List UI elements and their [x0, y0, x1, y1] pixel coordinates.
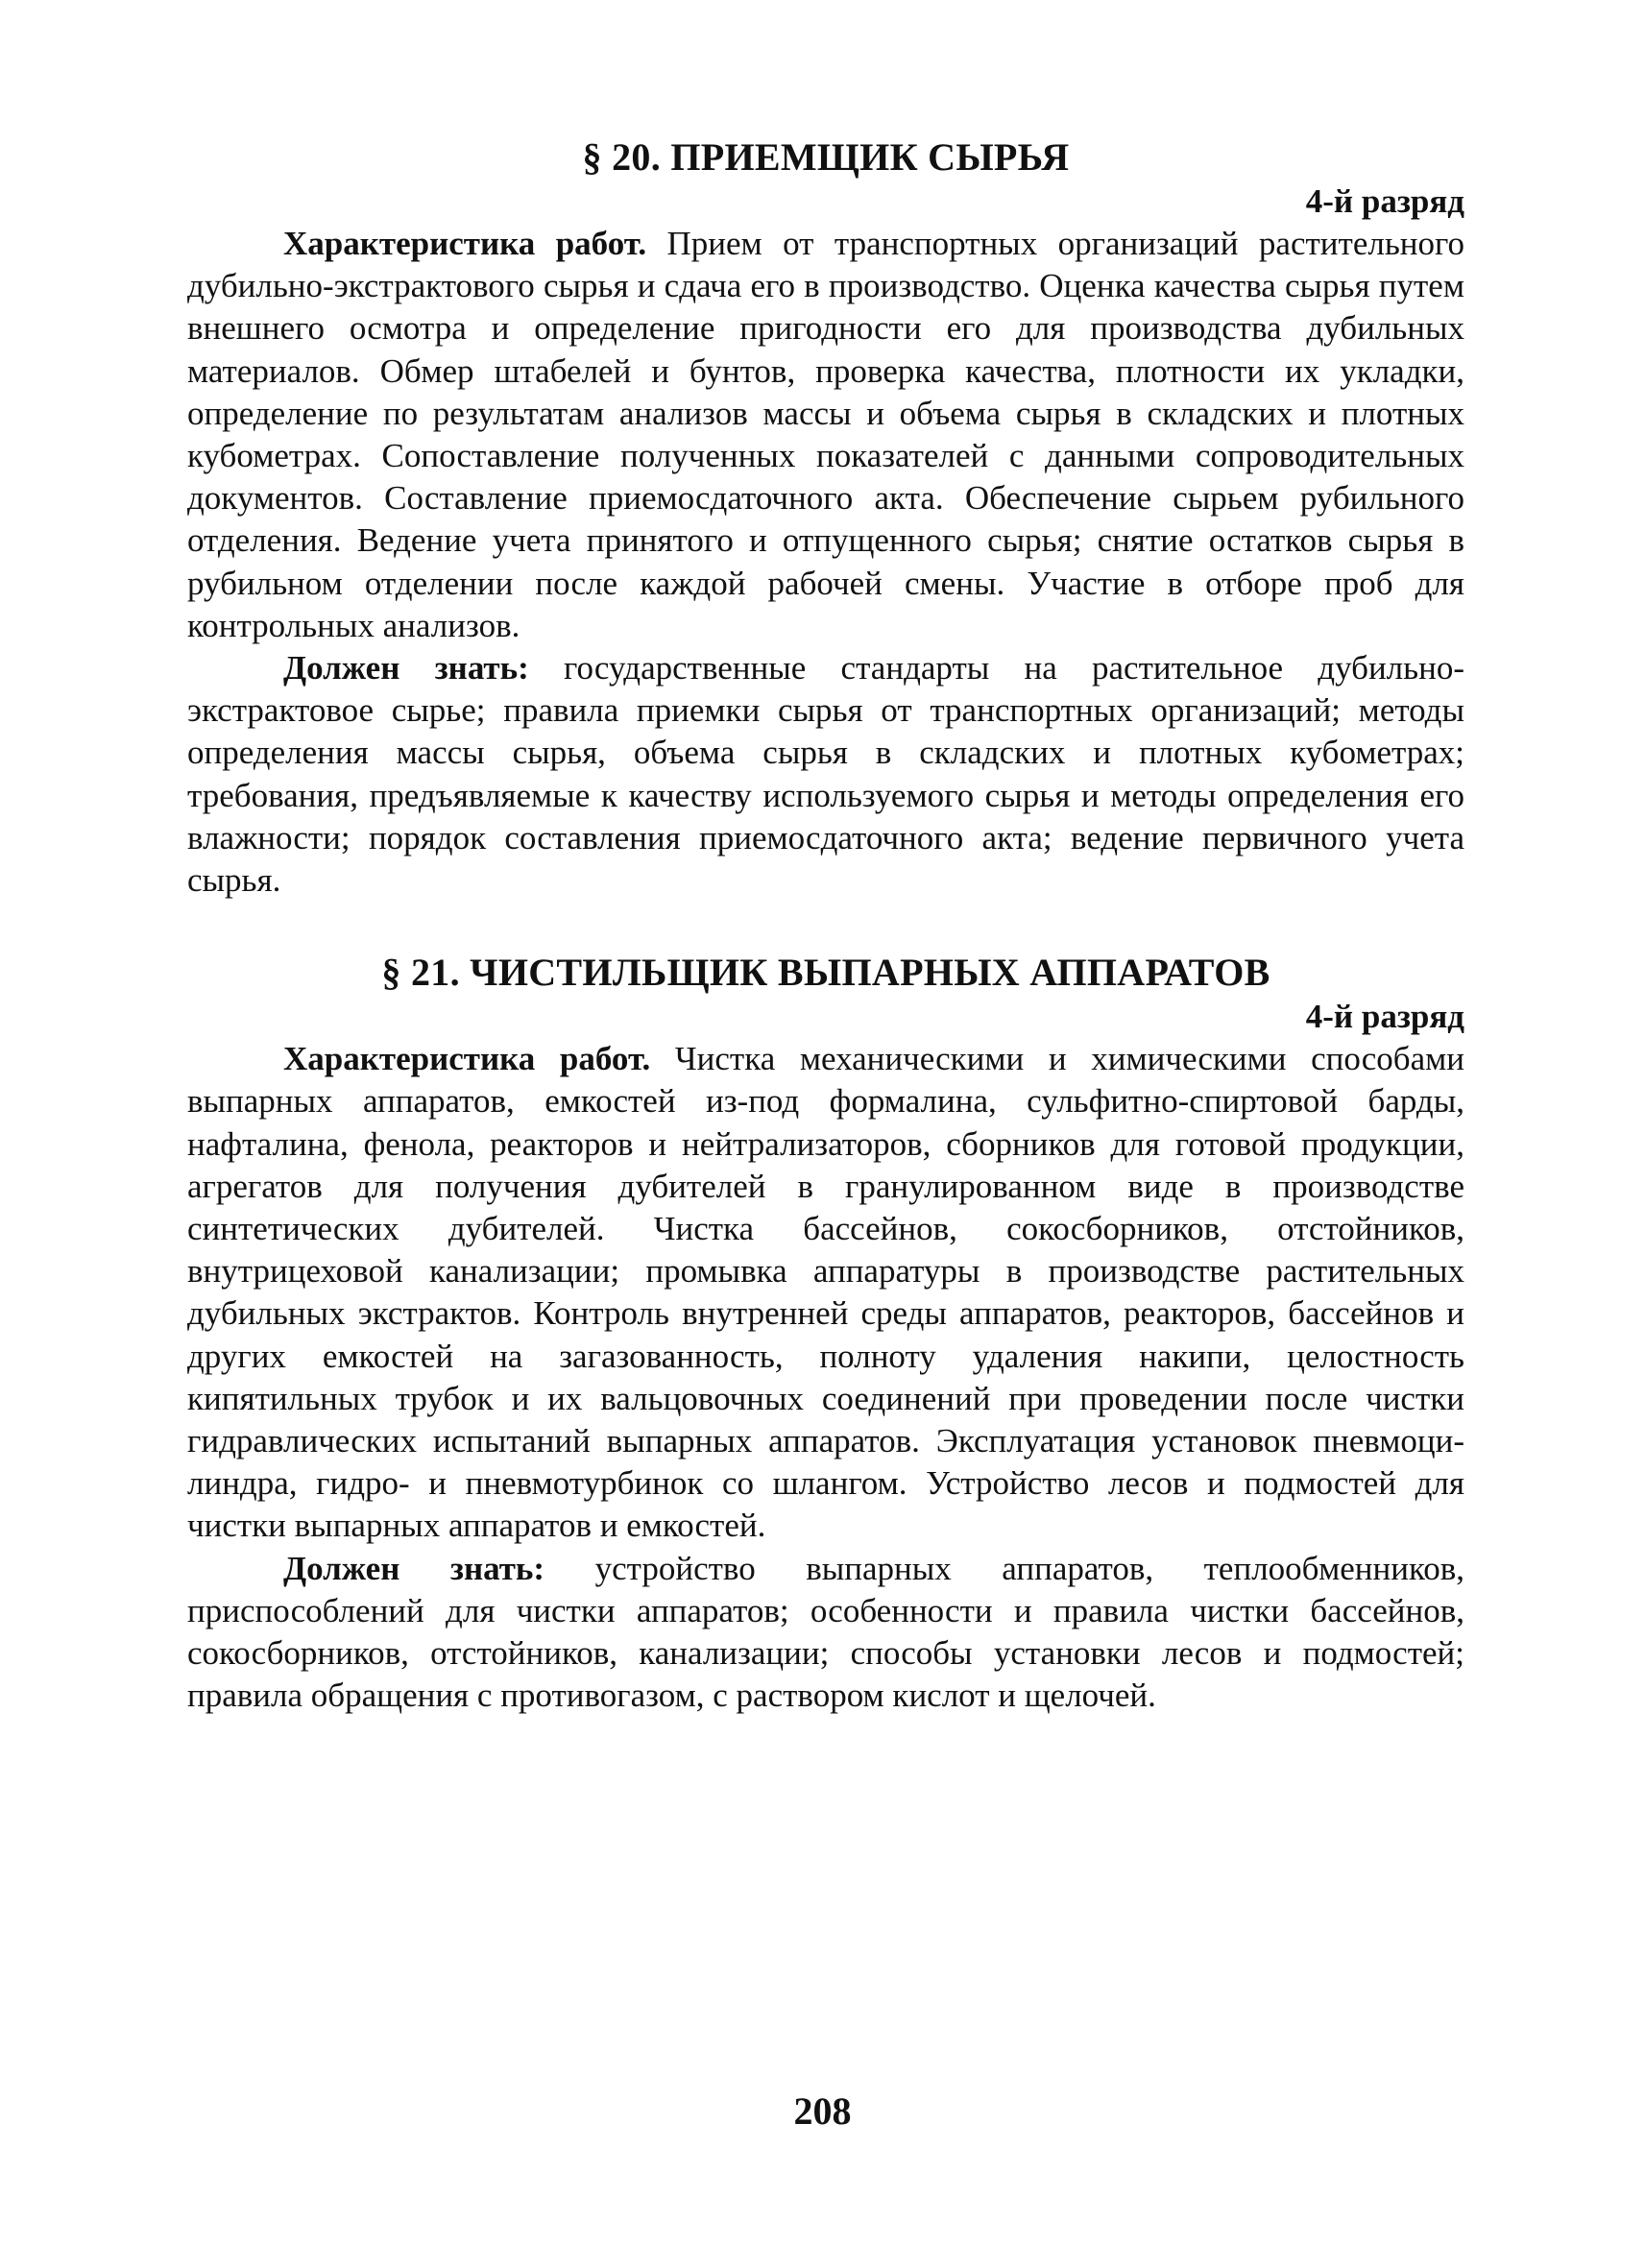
- work-description-label: Характеристика работ.: [283, 225, 647, 262]
- section-21: [187, 950, 1464, 1717]
- required-knowledge: [187, 647, 1464, 902]
- section-20: [187, 134, 1464, 902]
- grade-label: 4-й разряд: [1305, 998, 1464, 1036]
- work-description-text: Чистка механическими и химическими способами выпарных аппаратов, емкостей из-под формалина, сульфитно-спиртовой барды, нафталина, фенола, реакторов и нейтрализаторов, сборников для готовой продукции, агрегатов для получения дубителей в гранулированном виде в производстве синтетических дубителей. Чистка бассейнов, сокосборников, отстойников, внутрицеховой канализации; промывка аппаратуры в производстве растительных дубильных экстрактов. Контроль внутренней среды аппаратов, реакторов, бассейнов и других емкостей на загазованность, полноту удаления накипи, целостность кипятильных трубок и их вальцовочных соединений при проведении после чистки гидравлических испытаний выпарных аппаратов. Эксплуатация установок пневмоцилиндра, гидро- и пневмотурбинок со шлангом. Устройство лесов и подмостей для чистки выпарных аппаратов и емкостей.: [187, 1040, 1465, 1545]
- section-title: § 21. ЧИСТИЛЬЩИК ВЫПАРНЫХ АППАРАТОВ: [381, 951, 1270, 995]
- grade-label: 4-й разряд: [1305, 182, 1464, 220]
- work-description-text: Прием от транспортных организаций растительного дубильно-экстрактового сырья и сдача его в производство. Оценка качества сырья путем внешнего осмотра и определение пригодности его для производства дубильных материалов. Обмер штабелей и бунтов, проверка качества, плотности их укладки, определение по результатам анализов массы и объема сырья в складских и плотных кубометрах. Сопоставление полученных показателей с данными сопроводительных документов. Составление приемосдаточного акта. Обеспечение сырьем рубильного отделения. Ведение учета принятого и отпущенного сырья; снятие остатков сырья в рубильном отделении после каждой рабочей смены. Участие в отборе проб для контрольных анализов.: [187, 225, 1465, 644]
- required-knowledge-label: Должен знать:: [283, 1549, 545, 1587]
- required-knowledge-text: устройство выпарных аппаратов, теплообменников, приспособлений для чистки аппаратов; особенности и правила чистки бассейнов, сокосборников, отстойников, канализации; способы установки лесов и подмостей; правила обращения с противогазом, с раствором кислот и щелочей.: [187, 1549, 1465, 1715]
- section-title: § 20. ПРИЕМЩИК СЫРЬЯ: [582, 135, 1070, 179]
- required-knowledge: [187, 1548, 1464, 1718]
- work-description: [187, 223, 1464, 647]
- document-page: [187, 134, 1464, 1718]
- page-number: 208: [793, 2089, 852, 2133]
- work-description: [187, 1038, 1464, 1547]
- required-knowledge-label: Должен знать:: [283, 649, 529, 688]
- work-description-label: Характеристика работ.: [283, 1040, 651, 1078]
- required-knowledge-text: государственные стандарты на растительное дубильно-экстрактовое сырье; правила приемки сырья от транспортных организаций; методы определения массы сырья, объема сырья в складских и плотных кубометрах; требования, предъявляемые к качеству используемого сырья и методы определения его влажности; порядок составления приемосдаточного акта; ведение первичного учета сырья.: [187, 649, 1464, 900]
